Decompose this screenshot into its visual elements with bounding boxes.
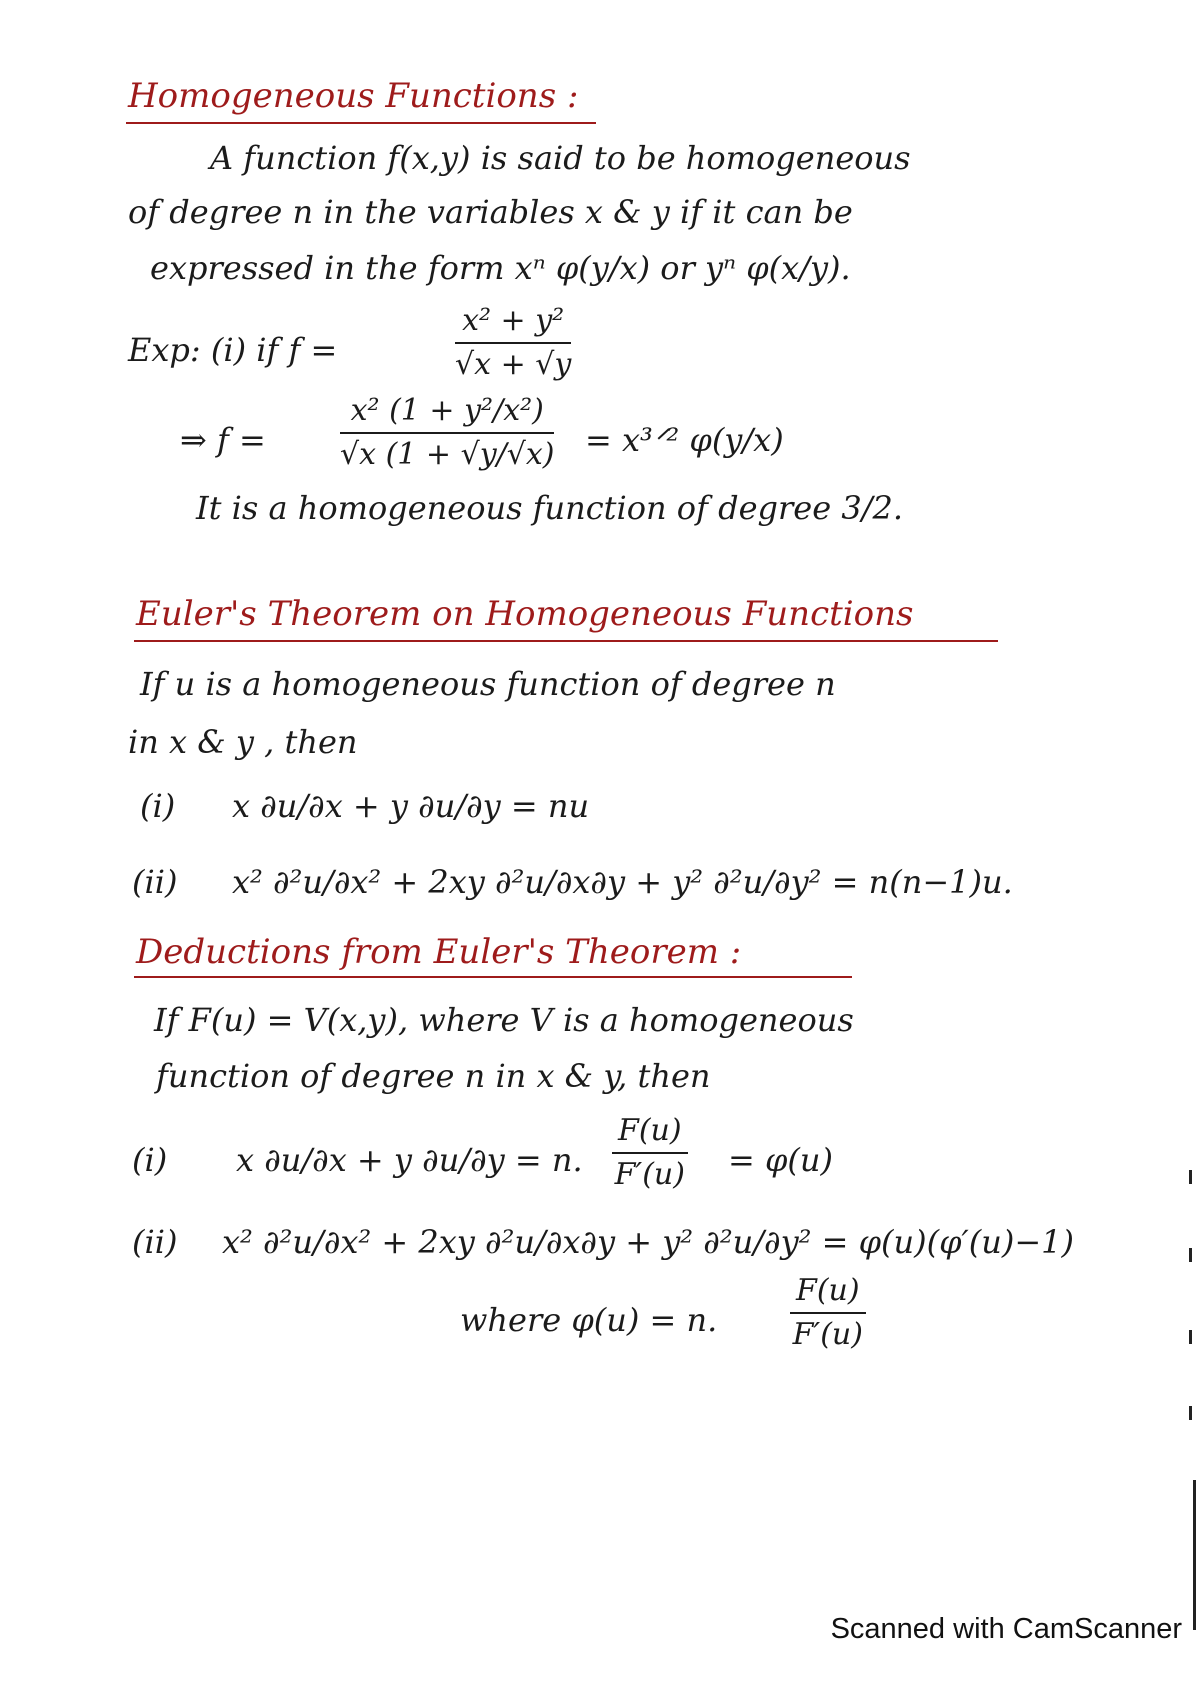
implies-denominator: √x (1 + √y/√x) bbox=[340, 437, 555, 472]
definition-line-1: A function f(x,y) is said to be homogeneous bbox=[210, 139, 911, 177]
where-label: where φ(u) = n. bbox=[460, 1301, 718, 1339]
deduction-statement-line-2: function of degree n in x & y, then bbox=[156, 1057, 711, 1095]
equation-1: x ∂u/∂x + y ∂u/∂y = nu bbox=[232, 787, 590, 825]
scan-edge-mark bbox=[1189, 1248, 1192, 1262]
implies-label: ⇒ f = bbox=[180, 421, 266, 459]
conclusion-line: It is a homogeneous function of degree 3/2. bbox=[196, 489, 903, 527]
equation-2: x² ∂²u/∂x² + 2xy ∂²u/∂x∂y + y² ∂²u/∂y² = n(n−1)u. bbox=[232, 863, 1013, 901]
scan-edge-mark bbox=[1189, 1330, 1192, 1344]
heading-homogeneous-functions: Homogeneous Functions : bbox=[128, 76, 579, 116]
example-numerator: x² + y² bbox=[455, 302, 571, 344]
equation-2-label: (ii) bbox=[132, 863, 178, 901]
heading-underline bbox=[134, 976, 852, 978]
heading-eulers-theorem: Euler's Theorem on Homogeneous Functions bbox=[136, 594, 914, 634]
definition-line-3: expressed in the form xⁿ φ(y/x) or yⁿ φ(x/y). bbox=[150, 249, 851, 287]
heading-underline bbox=[134, 640, 998, 642]
scan-edge-mark bbox=[1193, 1480, 1196, 1630]
deduction-equation-1-label: (i) bbox=[132, 1141, 168, 1179]
deduction-equation-2-label: (ii) bbox=[132, 1223, 178, 1261]
heading-deductions: Deductions from Euler's Theorem : bbox=[136, 932, 742, 972]
definition-line-2: of degree n in the variables x & y if it can be bbox=[128, 193, 853, 231]
deduction-statement-line-1: If F(u) = V(x,y), where V is a homogeneous bbox=[154, 1001, 854, 1039]
camscanner-watermark: Scanned with CamScanner bbox=[830, 1613, 1182, 1645]
where-fraction bbox=[790, 1272, 866, 1354]
deduction-equation-1: x ∂u/∂x + y ∂u/∂y = n. bbox=[236, 1141, 583, 1179]
where-numerator: F(u) bbox=[790, 1272, 866, 1314]
heading-underline bbox=[126, 122, 596, 124]
example-fraction bbox=[455, 302, 571, 384]
theorem-statement-line-2: in x & y , then bbox=[128, 723, 358, 761]
theorem-statement-line-1: If u is a homogeneous function of degree n bbox=[140, 665, 836, 703]
implies-result: = x³ᐟ² φ(y/x) bbox=[585, 421, 784, 459]
equation-1-label: (i) bbox=[140, 787, 176, 825]
deduction-equation-2: x² ∂²u/∂x² + 2xy ∂²u/∂x∂y + y² ∂²u/∂y² = φ(u)(φ′(u)−1) bbox=[222, 1223, 1075, 1261]
deduction-equation-1-fraction bbox=[612, 1112, 688, 1194]
deduction-equation-1-tail: = φ(u) bbox=[728, 1141, 833, 1179]
where-denominator: F′(u) bbox=[792, 1317, 863, 1352]
example-denominator: √x + √y bbox=[455, 347, 572, 382]
deduction-equation-1-numerator: F(u) bbox=[612, 1112, 688, 1154]
scan-edge-mark bbox=[1189, 1170, 1192, 1184]
deduction-equation-1-denominator: F′(u) bbox=[614, 1157, 685, 1192]
scan-edge-mark bbox=[1189, 1406, 1192, 1420]
example-label: Exp: (i) if f = bbox=[128, 331, 338, 369]
implies-numerator: x² (1 + y²/x²) bbox=[340, 392, 554, 434]
implies-fraction bbox=[340, 392, 554, 474]
